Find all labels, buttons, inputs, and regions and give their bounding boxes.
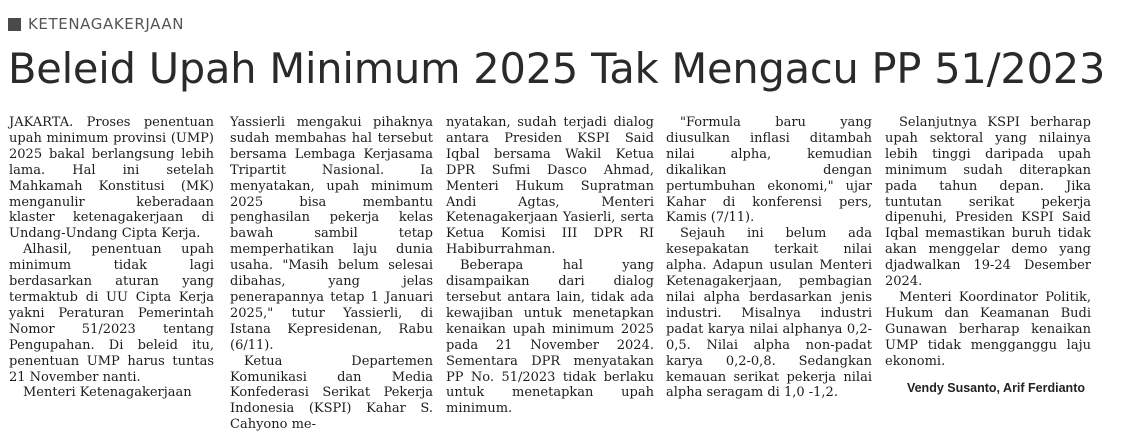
article-column-5 bbox=[885, 115, 1091, 370]
section-label-text: KETENAGAKERJAAN bbox=[28, 15, 185, 33]
paragraph: "Formula baru yang diusulkan inflasi ditambah nilai alpha, kemudian dikalikan dengan pertumbuhan ekonomi," ujar Kahar di konferensi pers, Kamis (7/11). bbox=[666, 115, 872, 226]
article-column-2 bbox=[230, 115, 433, 433]
section-square-marker bbox=[8, 18, 21, 31]
paragraph: nyatakan, sudah terjadi dialog antara Presiden KSPI Said Iqbal bersama Wakil Ketua DPR Sufmi Dasco Ahmad, Menteri Hukum Supratman Andi Agtas, Menteri Ketenagakerjaan Yasierli, serta Ketua Komisi III DPR RI Habiburrahman. bbox=[446, 115, 654, 258]
paragraph: Menteri Ketenagakerjaan bbox=[23, 385, 192, 401]
article-column-1 bbox=[9, 115, 214, 401]
paragraph: JAKARTA. Proses penentuan upah minimum provinsi (UMP) 2025 bakal berlangsung lebih lama. Hal ini setelah Mahkamah Konstitusi (MK) menganulir keberadaan klaster ketenagakerjaan di Undang-Undang Cipta Kerja. bbox=[9, 115, 214, 242]
paragraph: Beberapa hal yang disampaikan dari dialog tersebut antara lain, tidak ada kewajiban untuk menetapkan kenaikan upah minimum 2025 pada 21 November 2024. Sementara DPR menyatakan PP No. 51/2023 tidak berlaku untuk menetapkan upah minimum. bbox=[446, 258, 654, 417]
article-headline: Beleid Upah Minimum 2025 Tak Mengacu PP 51/2023 bbox=[8, 44, 1106, 93]
paragraph: Ketua Departemen Komunikasi dan Media Konfederasi Serikat Pekerja Indonesia (KSPI) Kahar S. Cahyono me- bbox=[230, 353, 433, 433]
paragraph: Alhasil, penentuan upah minimum tidak lagi berdasarkan aturan yang termaktub di UU Cipta Kerja yakni Peraturan Pemerintah Nomor 51/2023 tentang Pengupahan. Di beleid itu, penentuan UMP harus tuntas 21 November nanti. bbox=[9, 242, 214, 385]
paragraph: Sejauh ini belum ada kesepakatan terkait nilai alpha. Adapun usulan Menteri Ketenagakerjaan, pembagian nilai alpha berdasarkan jenis industri. Misalnya industri padat karya nilai alphanya 0,2-0,5. Nilai alpha non-padat karya 0,2-0,8. Sedangkan kemauan serikat pekerja nilai alpha seragam di 1,0 -1,2. bbox=[666, 226, 872, 401]
paragraph: Yassierli mengakui pihaknya sudah membahas hal tersebut bersama Lembaga Kerjasama Tripartit Nasional. Ia menyatakan, upah minimum 2025 bisa membantu penghasilan pekerja kelas bawah sambil tetap memperhatikan laju dunia usaha. "Masih belum selesai dibahas, yang jelas penerapannya tetap 1 Januari 2025," tutur Yassierli, di Istana Kepresidenan, Rabu (6/11). bbox=[230, 115, 433, 353]
paragraph: Selanjutnya KSPI berharap upah sektoral yang nilainya lebih tinggi daripada upah minimum sudah diterapkan pada tahun depan. Jika tuntutan serikat pekerja dipenuhi, Presiden KSPI Said Iqbal memastikan buruh tidak akan menggelar demo yang djadwalkan 19-24 Desember 2024. bbox=[885, 115, 1091, 290]
section-label bbox=[8, 11, 184, 37]
paragraph: Menteri Koordinator Politik, Hukum dan Keamanan Budi Gunawan berharap kenaikan UMP tidak mengganggu laju ekonomi. bbox=[885, 289, 1091, 369]
article-column-4 bbox=[666, 115, 872, 401]
article-column-3 bbox=[446, 115, 654, 417]
article-byline: Vendy Susanto, Arif Ferdianto bbox=[906, 381, 1085, 395]
